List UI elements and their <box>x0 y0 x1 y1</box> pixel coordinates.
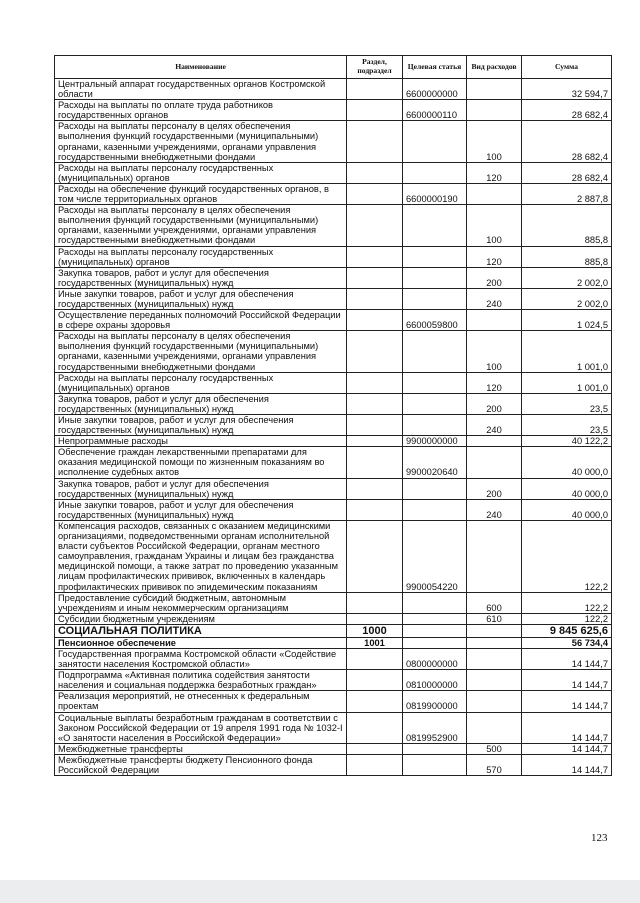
table-row <box>55 162 612 183</box>
cell-vid: 610 <box>467 613 522 624</box>
cell-razd <box>347 372 403 393</box>
cell-cel <box>403 743 467 754</box>
cell-name: Закупка товаров, работ и услуг для обеспечения государственных (муниципальных) нужд <box>55 267 347 288</box>
cell-name: Расходы на выплаты персоналу в целях обеспечения выполнения функций государственными (муниципальными) органами, казенными учреждениями, органами управления государственными внебюджетными фондами <box>55 121 347 162</box>
cell-vid: 600 <box>467 592 522 613</box>
cell-name: Социальные выплаты безработным гражданам в соответствии с Законом Российской Федерации от 19 апреля 1991 года № 1032-I «О занятости населения в Российской Федерации» <box>55 712 347 743</box>
budget-table <box>54 55 612 776</box>
page-number: 123 <box>591 832 608 844</box>
cell-cel <box>403 478 467 499</box>
cell-cel <box>403 288 467 309</box>
cell-vid <box>467 637 522 648</box>
cell-cel: 0819952900 <box>403 712 467 743</box>
table-row <box>55 436 612 447</box>
table-row <box>55 121 612 162</box>
header-vid: Вид расходов <box>467 56 522 79</box>
cell-cel: 6600059800 <box>403 310 467 331</box>
cell-vid <box>467 310 522 331</box>
cell-vid: 120 <box>467 162 522 183</box>
cell-razd <box>347 499 403 520</box>
cell-name: Межбюджетные трансферты <box>55 743 347 754</box>
cell-cel <box>403 499 467 520</box>
cell-cel: 0819900000 <box>403 691 467 712</box>
cell-sum: 1 024,5 <box>522 310 612 331</box>
cell-vid: 100 <box>467 205 522 246</box>
cell-name: Подпрограмма «Активная политика содействия занятости населения и социальная поддержка безработных граждан» <box>55 670 347 691</box>
table-row <box>55 372 612 393</box>
cell-vid <box>467 79 522 100</box>
table-row <box>55 100 612 121</box>
cell-sum: 14 144,7 <box>522 712 612 743</box>
cell-vid <box>467 670 522 691</box>
cell-cel <box>403 246 467 267</box>
cell-name: Расходы на выплаты персоналу государственных (муниципальных) органов <box>55 162 347 183</box>
cell-razd <box>347 415 403 436</box>
cell-sum: 122,2 <box>522 613 612 624</box>
cell-razd <box>347 121 403 162</box>
cell-sum: 14 144,7 <box>522 743 612 754</box>
cell-cel <box>403 415 467 436</box>
table-row <box>55 331 612 372</box>
cell-vid <box>467 520 522 592</box>
table-row <box>55 415 612 436</box>
cell-razd <box>347 100 403 121</box>
cell-cel <box>403 372 467 393</box>
cell-sum: 2 887,8 <box>522 183 612 204</box>
cell-sum: 885,8 <box>522 246 612 267</box>
header-name: Наименование <box>55 56 347 79</box>
cell-cel <box>403 267 467 288</box>
cell-razd <box>347 648 403 669</box>
cell-name: Межбюджетные трансферты бюджету Пенсионного фонда Российской Федерации <box>55 754 347 775</box>
table-row <box>55 648 612 669</box>
cell-razd: 1000 <box>347 624 403 637</box>
cell-cel <box>403 162 467 183</box>
cell-name: Обеспечение граждан лекарственными препаратами для оказания медицинской помощи по жизненным показаниям во исполнение судебных актов <box>55 447 347 478</box>
cell-sum: 23,5 <box>522 415 612 436</box>
table-row <box>55 447 612 478</box>
cell-sum: 2 002,0 <box>522 288 612 309</box>
cell-sum: 40 000,0 <box>522 447 612 478</box>
table-row <box>55 754 612 775</box>
cell-cel <box>403 754 467 775</box>
bottom-scan-edge <box>0 880 640 903</box>
cell-vid: 100 <box>467 331 522 372</box>
cell-vid: 100 <box>467 121 522 162</box>
table-row <box>55 267 612 288</box>
cell-sum: 40 122,2 <box>522 436 612 447</box>
table-row <box>55 205 612 246</box>
table-row <box>55 288 612 309</box>
cell-cel: 6600000110 <box>403 100 467 121</box>
cell-sum: 122,2 <box>522 592 612 613</box>
cell-name: Центральный аппарат государственных органов Костромской области <box>55 79 347 100</box>
cell-cel: 9900020640 <box>403 447 467 478</box>
cell-cel: 9900054220 <box>403 520 467 592</box>
table-row <box>55 183 612 204</box>
cell-vid: 240 <box>467 415 522 436</box>
cell-vid <box>467 648 522 669</box>
cell-vid <box>467 691 522 712</box>
cell-name: Расходы на обеспечение функций государственных органов, в том числе территориальных органов <box>55 183 347 204</box>
cell-name: Иные закупки товаров, работ и услуг для обеспечения государственных (муниципальных) нужд <box>55 499 347 520</box>
cell-razd <box>347 183 403 204</box>
cell-vid <box>467 624 522 637</box>
cell-razd <box>347 670 403 691</box>
table-body <box>55 79 612 776</box>
cell-vid <box>467 183 522 204</box>
cell-razd <box>347 754 403 775</box>
cell-razd <box>347 520 403 592</box>
cell-sum: 28 682,4 <box>522 121 612 162</box>
cell-sum: 14 144,7 <box>522 648 612 669</box>
cell-razd <box>347 613 403 624</box>
table-row <box>55 624 612 637</box>
cell-cel <box>403 613 467 624</box>
table-row <box>55 691 612 712</box>
cell-razd <box>347 205 403 246</box>
cell-sum: 14 144,7 <box>522 754 612 775</box>
cell-sum: 23,5 <box>522 393 612 414</box>
cell-sum: 1 001,0 <box>522 372 612 393</box>
cell-sum: 2 002,0 <box>522 267 612 288</box>
cell-razd <box>347 79 403 100</box>
cell-name: Расходы на выплаты персоналу в целях обеспечения выполнения функций государственными (муниципальными) органами, казенными учреждениями, органами управления государственными внебюджетными фондами <box>55 205 347 246</box>
cell-vid <box>467 436 522 447</box>
table-row <box>55 592 612 613</box>
cell-name: Закупка товаров, работ и услуг для обеспечения государственных (муниципальных) нужд <box>55 393 347 414</box>
cell-name: Расходы на выплаты персоналу государственных (муниципальных) органов <box>55 372 347 393</box>
cell-sum: 885,8 <box>522 205 612 246</box>
table-row <box>55 246 612 267</box>
cell-cel: 9900000000 <box>403 436 467 447</box>
cell-name: Непрограммные расходы <box>55 436 347 447</box>
cell-name: Пенсионное обеспечение <box>55 637 347 648</box>
cell-sum: 122,2 <box>522 520 612 592</box>
table-row <box>55 613 612 624</box>
cell-sum: 28 682,4 <box>522 100 612 121</box>
cell-razd <box>347 310 403 331</box>
cell-sum: 14 144,7 <box>522 691 612 712</box>
cell-razd <box>347 592 403 613</box>
cell-name: Иные закупки товаров, работ и услуг для обеспечения государственных (муниципальных) нужд <box>55 415 347 436</box>
table-row <box>55 478 612 499</box>
cell-vid: 500 <box>467 743 522 754</box>
table-row <box>55 499 612 520</box>
cell-cel: 6600000190 <box>403 183 467 204</box>
cell-name: Расходы на выплаты персоналу государственных (муниципальных) органов <box>55 246 347 267</box>
cell-cel <box>403 637 467 648</box>
table-row <box>55 520 612 592</box>
cell-name: Закупка товаров, работ и услуг для обеспечения государственных (муниципальных) нужд <box>55 478 347 499</box>
cell-razd <box>347 331 403 372</box>
cell-cel <box>403 205 467 246</box>
cell-vid <box>467 447 522 478</box>
cell-vid: 240 <box>467 499 522 520</box>
cell-vid: 120 <box>467 372 522 393</box>
cell-name: Предоставление субсидий бюджетным, автономным учреждениям и иным некоммерческим организациям <box>55 592 347 613</box>
cell-vid <box>467 100 522 121</box>
cell-name: Расходы на выплаты персоналу в целях обеспечения выполнения функций государственными (муниципальными) органами, казенными учреждениями, органами управления государственными внебюджетными фондами <box>55 331 347 372</box>
header-razdel: Раздел, подраздел <box>347 56 403 79</box>
cell-vid <box>467 712 522 743</box>
table-row <box>55 670 612 691</box>
cell-razd <box>347 162 403 183</box>
table-row <box>55 79 612 100</box>
cell-name: Субсидии бюджетным учреждениям <box>55 613 347 624</box>
table-row <box>55 393 612 414</box>
cell-name: Компенсация расходов, связанных с оказанием медицинскими организациями, подведомственными органам исполнительной власти субъектов Российской Федерации, органам местного самоуправления, гражданам Украины и лицам без гражданства медицинской помощи, а также затрат по проведению указанным лицам профилактических прививок, включенных в календарь профилактических прививок по эпидемическим показаниям <box>55 520 347 592</box>
header-celevaya: Целевая статья <box>403 56 467 79</box>
cell-vid: 200 <box>467 267 522 288</box>
cell-sum: 14 144,7 <box>522 670 612 691</box>
cell-vid: 570 <box>467 754 522 775</box>
cell-cel <box>403 331 467 372</box>
cell-razd: 1001 <box>347 637 403 648</box>
cell-sum: 56 734,4 <box>522 637 612 648</box>
cell-razd <box>347 246 403 267</box>
cell-cel <box>403 121 467 162</box>
cell-name: Иные закупки товаров, работ и услуг для обеспечения государственных (муниципальных) нужд <box>55 288 347 309</box>
cell-cel <box>403 393 467 414</box>
cell-name: Расходы на выплаты по оплате труда работников государственных органов <box>55 100 347 121</box>
cell-name: СОЦИАЛЬНАЯ ПОЛИТИКА <box>55 624 347 637</box>
table-row <box>55 712 612 743</box>
cell-cel: 6600000000 <box>403 79 467 100</box>
cell-name: Государственная программа Костромской области «Содействие занятости населения Костромской области» <box>55 648 347 669</box>
cell-name: Осуществление переданных полномочий Российской Федерации в сфере охраны здоровья <box>55 310 347 331</box>
table-header-row <box>55 56 612 79</box>
cell-vid: 200 <box>467 478 522 499</box>
cell-vid: 120 <box>467 246 522 267</box>
cell-vid: 240 <box>467 288 522 309</box>
cell-name: Реализация мероприятий, не отнесенных к федеральным проектам <box>55 691 347 712</box>
cell-vid: 200 <box>467 393 522 414</box>
cell-razd <box>347 691 403 712</box>
cell-razd <box>347 393 403 414</box>
table-row <box>55 743 612 754</box>
cell-cel: 0810000000 <box>403 670 467 691</box>
cell-cel: 0800000000 <box>403 648 467 669</box>
cell-razd <box>347 267 403 288</box>
cell-cel <box>403 592 467 613</box>
cell-sum: 28 682,4 <box>522 162 612 183</box>
cell-razd <box>347 478 403 499</box>
table-row <box>55 637 612 648</box>
header-summa: Сумма <box>522 56 612 79</box>
cell-razd <box>347 288 403 309</box>
cell-razd <box>347 712 403 743</box>
cell-cel <box>403 624 467 637</box>
cell-sum: 32 594,7 <box>522 79 612 100</box>
cell-razd <box>347 447 403 478</box>
cell-razd <box>347 436 403 447</box>
cell-razd <box>347 743 403 754</box>
cell-sum: 40 000,0 <box>522 499 612 520</box>
table-row <box>55 310 612 331</box>
cell-sum: 1 001,0 <box>522 331 612 372</box>
cell-sum: 40 000,0 <box>522 478 612 499</box>
cell-sum: 9 845 625,6 <box>522 624 612 637</box>
